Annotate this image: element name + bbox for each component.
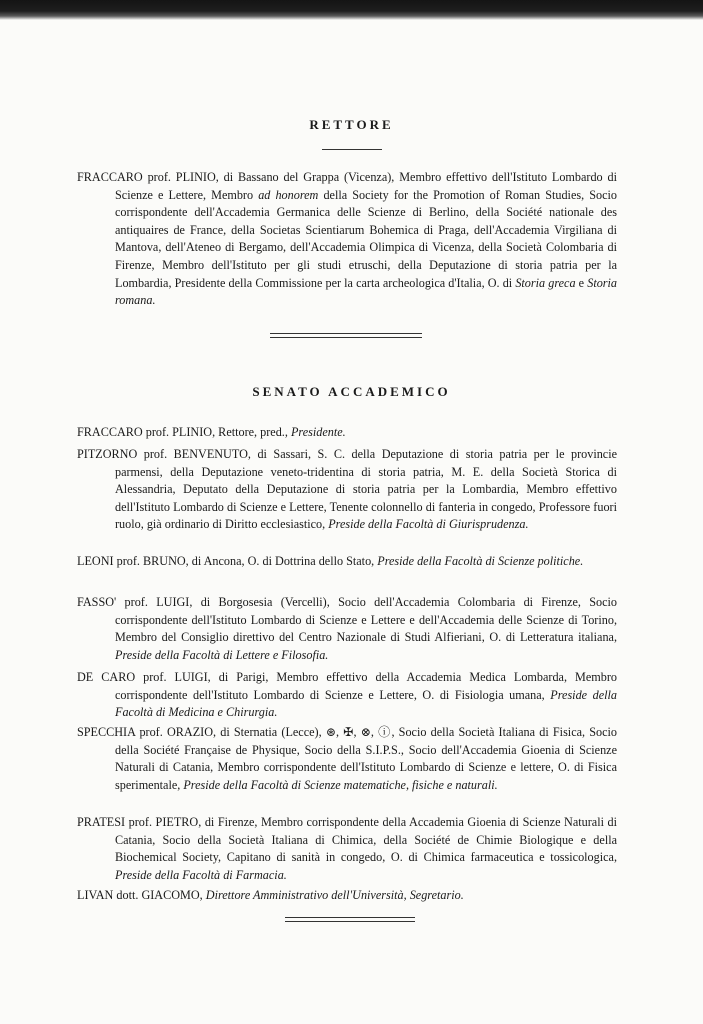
entry-italic: Preside della Facoltà di Lettere e Filosofia.: [115, 647, 329, 662]
entry-italic: ad honorem: [258, 187, 319, 202]
entry-surname: LEONI: [77, 554, 114, 568]
entry-text: dott. GIACOMO,: [116, 888, 203, 902]
entry-italic: Storia greca: [515, 275, 576, 290]
entry-text: della Society for the Promotion of Roman Studies, Socio corrispondente dell'Accademia Germanica delle Scienze di Berlino, della Société nationale des antiquaires de France, della Societas Scientiarum Bohemica di Praga, dell'Accademia Virgiliana di Mantova, dell'Ateneo di Bergamo, dell'Accademia Olimpica di Vicenza, della Società Colombaria di Firenze, Membro dell'Istituto per gli studi etruschi, della Deputazione di storia patria per la Lombardia, Presidente della Commissione per la carta archeologica d'Italia, O. di: [115, 187, 617, 290]
section-divider: [285, 917, 415, 922]
senato-entry: [77, 424, 617, 442]
section-heading-rettore: RETTORE: [309, 117, 394, 132]
entry-text: prof. LUIGI, di Parigi, Membro effettivo della Accademia Medica Lombarda, Membro corrispondente dell'Istituto Lombardo di Scienze e Lettere, O. di Fisiologia umana,: [115, 670, 617, 702]
senato-entry: [77, 724, 617, 794]
entry-surname: FASSO': [77, 595, 117, 609]
senato-entry: [77, 669, 617, 722]
entry-text: prof. PIETRO, di Firenze, Membro corrispondente della Accademia Gioenia di Scienze Naturali di Catania, Socio della Società Italiana di Chimica, della Société de Chimie Biologique e della Biochemical Society, Capitano di sanità in congedo, O. di Chimica farmaceutica e tossicologica,: [115, 815, 617, 865]
rettore-entry: [77, 169, 617, 310]
entry-surname: FRACCARO: [77, 425, 143, 439]
entry-italic: Preside della Facoltà di Medicina e Chirurgia.: [115, 687, 617, 720]
entry-text: prof. ORAZIO, di Sternatia (Lecce), ⊛, ✠, ⊗, ⓘ, Socio della Società Italiana di Fisica, Socio della Société Française de Physique, Socio della S.I.P.S., Socio dell'Accademia Gioenia di Scienze Naturali di Catania, Membro corrispondente dell'Istituto Lombardo di Scienze e lettere, O. di Fisica sperimentale,: [115, 725, 618, 792]
entry-italic: Preside della Facoltà di Farmacia.: [115, 867, 287, 882]
scan-top-edge: [0, 0, 703, 20]
entry-text: prof. LUIGI, di Borgosesia (Vercelli), Socio dell'Accademia Colombaria di Firenze, Socio corrispondente dell'Istituto Lombardo di Scienze e Lettere e dell'Accademia delle Scienze di Torino, Membro del Consiglio direttivo del Centro Nazionale di Studi Alfieriani, O. di Letteratura italiana,: [115, 595, 618, 645]
entry-surname: LIVAN: [77, 888, 114, 902]
entry-surname: DE CARO: [77, 670, 136, 684]
entry-text: e: [578, 275, 585, 290]
entry-surname: FRACCARO: [77, 170, 143, 184]
entry-italic: Storia romana.: [115, 275, 618, 308]
entry-surname: PRATESI: [77, 815, 126, 829]
entry-italic: Preside della Facoltà di Scienze politiche.: [377, 554, 584, 568]
entry-italic: Preside della Facoltà di Scienze matematiche, fisiche e naturali.: [183, 777, 498, 792]
senato-entry: [77, 887, 617, 905]
senato-entry: [77, 594, 617, 664]
entry-text: prof. BRUNO, di Ancona, O. di Dottrina dello Stato,: [116, 554, 375, 568]
entry-text: prof. PLINIO, Rettore, pred.,: [145, 425, 288, 439]
entry-italic: Preside della Facoltà di Giurisprudenza.: [328, 517, 529, 532]
entry-text: prof. PLINIO, di Bassano del Grappa (Vicenza), Membro effettivo dell'Istituto Lombardo di Scienze e Lettere, Membro: [115, 170, 617, 202]
senato-entry: [77, 446, 617, 534]
senato-entry: [77, 553, 617, 571]
entry-text: prof. BENVENUTO, di Sassari, S. C. della Deputazione di storia patria per le provincie parmensi, della Deputazione veneto-tridentina di storia patria, M. E. della Società Storica di Alessandria, Deputato della Deputazione di storia patria per la Lombardia, Membro effettivo dell'Istituto Lombardo di Scienze e Lettere, Tenente colonnello di fanteria in congedo, Professore fuori ruolo, già ordinario di Diritto ecclesiastico,: [115, 447, 618, 532]
senato-entry: [77, 814, 617, 884]
section-divider: [270, 333, 422, 338]
section-heading-senato: SENATO ACCADEMICO: [252, 384, 451, 399]
entry-surname: SPECCHIA: [77, 725, 136, 739]
entry-surname: PITZORNO: [77, 447, 138, 461]
heading-underline: [322, 149, 382, 150]
entry-italic: Direttore Amministrativo dell'Università, Segretario.: [205, 888, 464, 902]
entry-italic: Presidente.: [290, 425, 346, 439]
